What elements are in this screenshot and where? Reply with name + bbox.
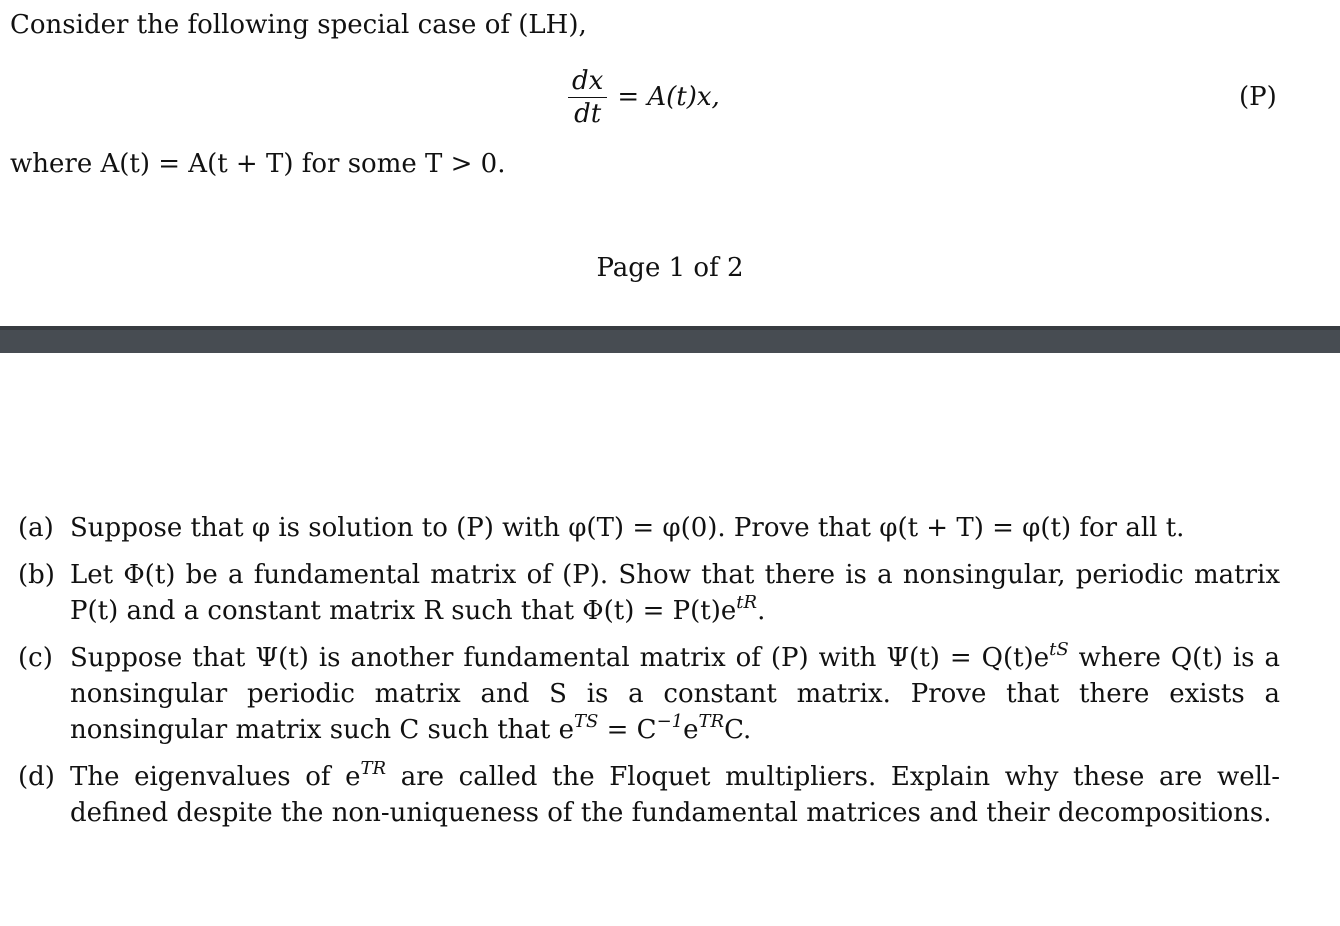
item-text: Suppose that Ψ(t) is another fundamental matrix of (P) with $\Psi(t) = Q(t)e^{tS}$ where Q(t) is a nonsingular periodic matrix and S is a constant matrix. Prove that there exists a nonsingular matrix such C such that $e^{TS} = C^{-1}e^{TR}C$. [70, 639, 1280, 745]
equation-p [568, 60, 720, 134]
exponent: TR [360, 758, 387, 779]
derivative-fraction [568, 65, 607, 130]
periodicity-condition: where A(t) = A(t + T) for some T > 0. [10, 149, 506, 179]
fraction-numerator: dx [568, 65, 607, 98]
equation-rhs: = A(t)x, [617, 82, 720, 112]
item-text: The eigenvalues of $e^{TR}$ are called the Floquet multipliers. Explain why these are well-defined despite the non-uniqueness of the fundamental matrices and their decompositions. [70, 758, 1281, 828]
page-separator [0, 326, 1340, 353]
item-label: (d) [18, 762, 55, 792]
exponent: TR [698, 711, 725, 732]
page-2 [0, 353, 1340, 926]
intro-sentence: Consider the following special case of (LH), [10, 10, 587, 40]
item-label: (c) [18, 643, 53, 673]
item-text: Let Φ(t) be a fundamental matrix of (P). Show that there is a nonsingular, periodic matrix P(t) and a constant matrix R such that $\Phi(t) = P(t)e^{tR}$. [70, 560, 1280, 626]
item-label: (a) [18, 513, 54, 543]
exponent: TS [574, 711, 599, 732]
page-1 [0, 0, 1340, 326]
exponent: tR [736, 592, 758, 613]
item-label: (b) [18, 560, 55, 590]
separator-shadow [0, 326, 1340, 330]
exponent: tS [1049, 639, 1069, 660]
equation-tag: (P) [1239, 82, 1277, 112]
item-text: Suppose that φ is solution to (P) with φ(T) = φ(0). Prove that φ(t + T) = φ(t) for all t. [70, 513, 1185, 543]
fraction-denominator: dt [574, 98, 602, 129]
exponent: −1 [656, 711, 684, 732]
page-number: Page 1 of 2 [596, 253, 744, 283]
